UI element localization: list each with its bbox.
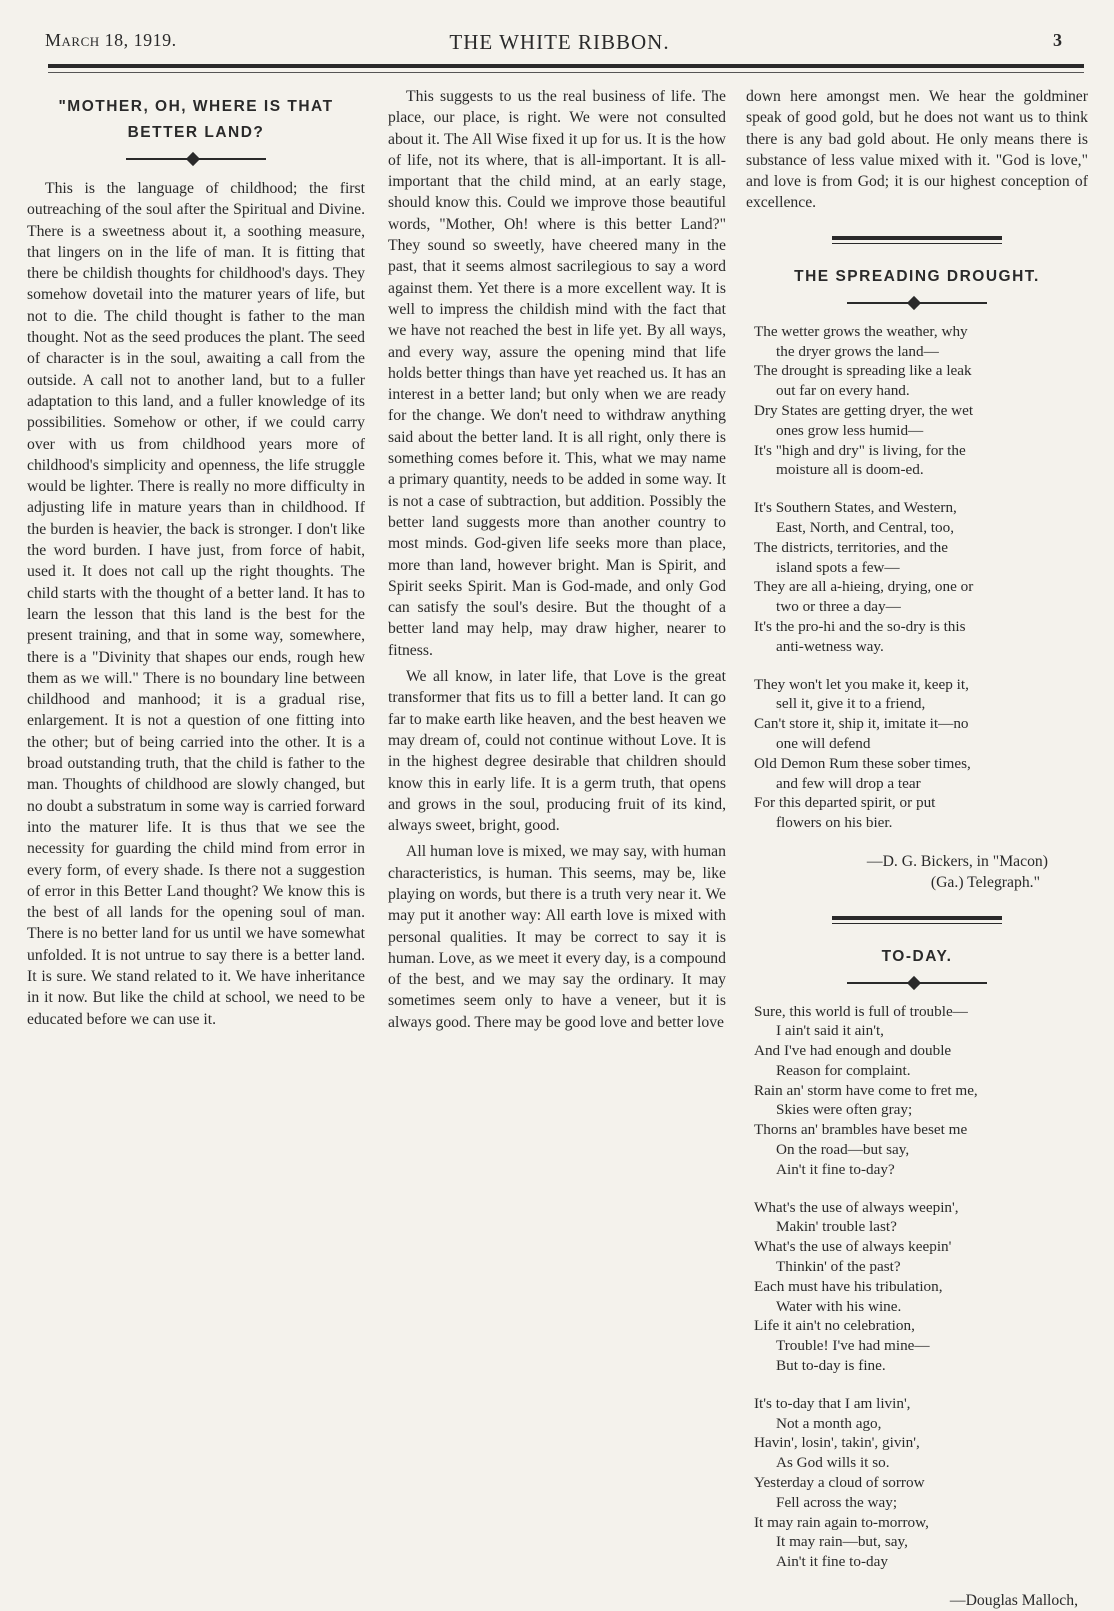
poem-line: the dryer grows the land— (776, 342, 939, 360)
poem-line: Sure, this world is full of trouble— (754, 1002, 968, 1020)
poem-line: On the road—but say, (776, 1141, 910, 1159)
poem-line: Dry States are getting dryer, the wet (754, 401, 974, 419)
poem-line: They are all a-hieing, drying, one or (754, 578, 974, 596)
title-ornament (126, 152, 266, 166)
poem-line: two or three a day— (776, 598, 901, 616)
article-paragraph: We all know, in later life, that Love is the great transformer that fits us to fill a better land. It can go far to make earth like heaven, and the best heaven we may dream of, could not continue without Love. It is in the highest degree desirable that children should know this in early life. It is a germ truth, that opens and grows in the soul, producing fruit of its kind, always sweet, bright, good. (388, 668, 726, 835)
poem-line: Trouble! I've had mine— (776, 1337, 930, 1355)
poem-line: out far on every hand. (776, 382, 910, 400)
poem-line: I ain't said it ain't, (776, 1022, 884, 1040)
poem-today (746, 1002, 1088, 1573)
page-number: 3 (1053, 30, 1062, 50)
article-paragraph-continued: down here amongst men. We hear the goldminer speak of good gold, but he does not want us to think there is any bad gold about. He only means there is substance of less value mixed with it. "God is love," and love is from God; it is our highest conception of excellence. (746, 88, 1088, 212)
poem-line: Each must have his tribulation, (754, 1277, 943, 1295)
poem-line: Thinkin' of the past? (776, 1258, 901, 1276)
poem-line: Can't store it, ship it, imitate it—no (754, 715, 969, 733)
poem-line: moisture all is doom-ed. (776, 461, 924, 479)
title-ornament (847, 976, 987, 990)
poem-line: Reason for complaint. (776, 1061, 911, 1079)
poem-attribution: —Douglas Malloch, (949, 1592, 1078, 1610)
poem-line: Not a month ago, (776, 1414, 882, 1432)
section-separator (832, 236, 1002, 244)
poem-stanza (746, 498, 1088, 656)
poem-line: Life it ain't no celebration, (754, 1317, 915, 1335)
publication-title: THE WHITE RIBBON. (449, 30, 670, 54)
poem-line: But to-day is fine. (776, 1357, 886, 1375)
poem-attribution: —D. G. Bickers, in "Macon) (866, 852, 1048, 870)
poem-line: The wetter grows the weather, why (754, 322, 968, 340)
poem-line: ones grow less humid— (776, 421, 924, 439)
column-2 (388, 86, 726, 1038)
poem-stanza (746, 675, 1088, 833)
poem-line: Skies were often gray; (776, 1101, 913, 1119)
poem-line: It may rain—but, say, (776, 1533, 908, 1551)
poem-line: What's the use of always keepin' (754, 1238, 952, 1256)
poem-stanza (746, 1002, 1088, 1180)
column-1 (27, 86, 365, 1030)
poem-line: sell it, give it to a friend, (776, 695, 926, 713)
poem-line: flowers on his bier. (776, 814, 893, 832)
column-3 (746, 86, 1088, 1611)
poem-line: Ain't it fine to-day (776, 1553, 888, 1571)
poem-line: and few will drop a tear (776, 774, 921, 792)
poem-line: It's to-day that I am livin', (754, 1394, 911, 1412)
poem-line: one will defend (776, 734, 871, 752)
poem-line: It's "high and dry" is living, for the (754, 441, 966, 459)
poem-line: Ain't it fine to-day? (776, 1160, 895, 1178)
poem-line: And I've had enough and double (754, 1042, 952, 1060)
poem-line: Old Demon Rum these sober times, (754, 754, 971, 772)
article-title: "MOTHER, OH, WHERE IS THAT BETTER LAND? (58, 98, 334, 141)
poem-line: Makin' trouble last? (776, 1218, 897, 1236)
poem-line: East, North, and Central, too, (776, 518, 954, 536)
poem-line: What's the use of always weepin', (754, 1198, 959, 1216)
poem-stanza (746, 1198, 1088, 1376)
page-header (45, 30, 1074, 60)
poem-title: TO-DAY. (881, 947, 953, 965)
poem-line: The districts, territories, and the (754, 538, 949, 556)
poem-line: It's the pro-hi and the so-dry is this (754, 617, 966, 635)
header-rule-thin (48, 72, 1084, 73)
poem-line: Yesterday a cloud of sorrow (754, 1474, 925, 1492)
article-paragraph: All human love is mixed, we may say, with human characteristics, is human. This seems, may be, like playing on words, but there is a truth very near it. We may put it another way: All earth love is mixed with personal qualities. It may be correct to say it is human. Love, as we meet it every day, is a compound of the best, and we may say the ordinary. It may sometimes seem only to have a veneer, but it is always good. There may be good love and better love (388, 843, 726, 1031)
poem-line: For this departed spirit, or put (754, 794, 936, 812)
poem-line: They won't let you make it, keep it, (754, 675, 969, 693)
poem-line: Havin', losin', takin', givin', (754, 1434, 920, 1452)
poem-line: Fell across the way; (776, 1493, 898, 1511)
poem-line: island spots a few— (776, 558, 900, 576)
poem-drought (746, 322, 1088, 833)
poem-line: As God wills it so. (776, 1454, 890, 1472)
poem-line: It may rain again to-morrow, (754, 1513, 929, 1531)
poem-line: Rain an' storm have come to fret me, (754, 1081, 978, 1099)
poem-line: Thorns an' brambles have beset me (754, 1121, 968, 1139)
poem-stanza (746, 322, 1088, 480)
poem-attribution-source: (Ga.) Telegraph." (930, 874, 1040, 892)
title-ornament (847, 296, 987, 310)
poem-line: Water with his wine. (776, 1297, 902, 1315)
section-separator (832, 916, 1002, 924)
article-paragraph: This is the language of childhood; the first outreaching of the soul after the Spiritual and Divine. There is a sweetness about it, a soothing measure, that lingers on in the life of man. It is fitting that there be childish thoughts for childhood's days. They somehow dovetail into the maturer years of life, but not to die. The child thought is father to the man thought. Not as the seed produces the plant. The seed of character is in the soul, awaiting a call from the outside. A call not to another land, but to a fuller adaptation to this land, and a fuller knowledge of its possibilities. Somehow or other, if we could carry over with us from childhood years more of childhood's simplicity and openness, the life struggle would be lighter. There is really no more difficulty in adjusting life in mature years than in childhood. If the burden is heavier, the back is stronger. I don't like the word burden. I have just, from force of habit, used it. It does not call up the right thoughts. The child starts with the thought of a better land. It has to learn the lesson that this land is the best for the present training, and that in some way, somewhere, there is a "Divinity that shapes our ends, rough hew them as we will." There is no boundary line between childhood and manhood; it is a gradual rise, enlargement. It is not a question of one fitting into the other; but of being carried into the other. It is a broad outstanding truth, that the child is father to the man. Thoughts of childhood are slowly changed, but no doubt a substratum in some way is carried forward into the maturer life. It is thus that we see the necessity for guarding the child mind from error in every form, of every shade. Is there not a suggestion of error in this Better Land thought? We know this is the best of all lands for the opening soul of man. There is no better land for us until we have somewhat unfolded. It is not untrue to say there is a better land. It is sure. We stand related to it. We have inheritance in it now. But like the child at school, we need to be educated before we can use it. (27, 180, 365, 1028)
poem-line: It's Southern States, and Western, (754, 499, 957, 517)
article-paragraph: This suggests to us the real business of life. The place, our place, is right. We were not consulted about it. The All Wise fixed it up for us. It is the how of life, not its where, that is all-important. It is all-important that the child mind, at an early stage, should know this. Could we improve those beautiful words, "Mother, Oh! where is this better Land?" They sound so sweetly, have cheered many in the past, that it seems almost sacrilegious to say a word against them. Yet there is a more excellent way. It is well to impress the childish mind with the fact that we have not reached the best in life yet. By all ways, and every way, assure the opening mind that life holds better things than have yet reached us. It has an interest in a better land; but only when we are ready for the change. We don't need to withdraw anything said about the better land. It is all right, only there is something comes before it. This, what we may name a primary quantity, needs to be added in some way. It is not a case of subtraction, but addition. Possibly the better land suggests more than another country to most minds. God-given life seeks more than place, more than land, however bright. Man is Spirit, and Spirit seeks Spirit. Man is God-made, and only God can satisfy the soul's desire. But the thought of a better land may help, may draw higher, nearer to fitness. (388, 88, 726, 659)
poem-stanza (746, 1394, 1088, 1572)
header-rule (48, 64, 1084, 68)
poem-line: anti-wetness way. (776, 637, 884, 655)
poem-line: The drought is spreading like a leak (754, 362, 972, 380)
poem-title: THE SPREADING DROUGHT. (794, 267, 1040, 285)
issue-date: March 18, 1919. (45, 30, 177, 50)
